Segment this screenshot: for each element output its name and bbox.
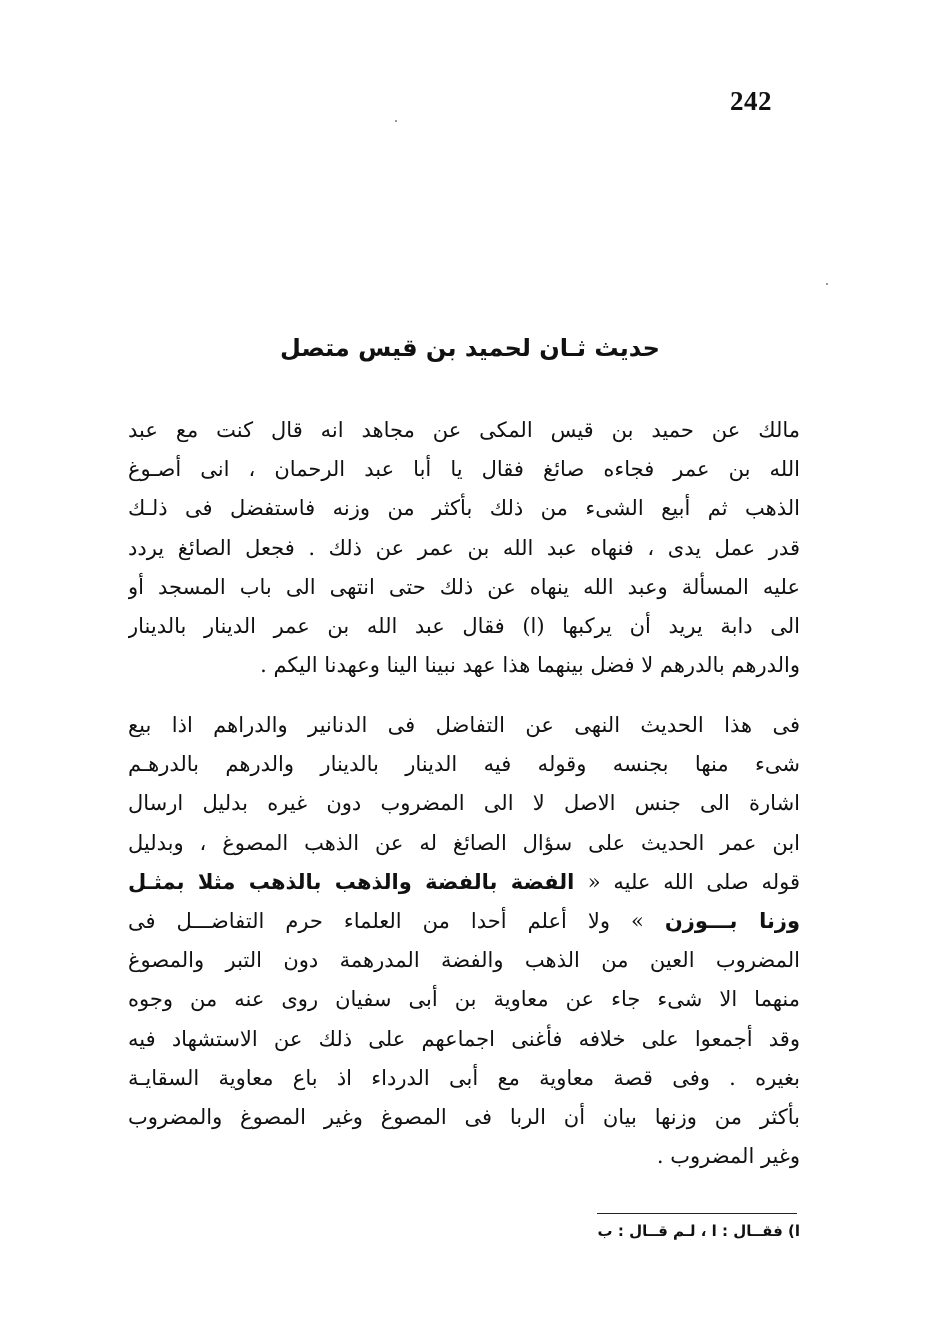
text-line: الله بن عمر فجاءه صائغ فقال يا أبا عبد الرحمان ، انى أصـوغ — [128, 457, 800, 482]
text-line: المضروب العين من الذهب والفضة المدرهمة دون التبر والمصوغ — [128, 948, 800, 973]
footnote-divider — [597, 1213, 797, 1214]
footnote: ا) فقــال : ا ، لـم قــال : ب — [597, 1222, 800, 1240]
text-line: بأكثر من وزنها بيان أن الربا فى المصوغ وغير المصوغ والمضروب — [128, 1104, 800, 1129]
paragraph-1 — [128, 411, 800, 685]
text-line: ابن عمر الحديث على سؤال الصائغ له عن الذهب المصوغ ، وبدليل — [128, 830, 800, 855]
quote-intro: قوله صلى الله عليه « — [587, 869, 800, 894]
scan-speck — [395, 120, 397, 122]
hadith-quote-bold: الفضة بالفضة والذهب بالذهب مثلا بمثـل — [128, 869, 588, 894]
hadith-quote-line-2 — [128, 902, 800, 941]
text-line: بغيره . وفى قصة معاوية مع أبى الدرداء اذ باع معاوية السقايـة — [128, 1065, 800, 1090]
text-line: قدر عمل يدى ، فنهاه عبد الله بن عمر عن ذلك . فجعل الصائغ يردد — [128, 535, 800, 560]
text-line: وقد أجمعوا على خلافه فأغنى اجماعهم على ذلك عن الاستشهاد فيه — [128, 1026, 800, 1051]
text-line: الى دابة يريد أن يركبها (ا) فقال عبد الله بن عمر الدينار بالدينار — [128, 613, 800, 638]
scan-speck — [826, 283, 828, 285]
hadith-quote-line-1 — [128, 863, 800, 902]
hadith-quote-bold: وزنا بـــوزن — [664, 908, 800, 933]
text-line: عليه المسألة وعبد الله ينهاه عن ذلك حتى انتهى الى باب المسجد أو — [128, 574, 800, 599]
page-number: 242 — [730, 86, 772, 116]
quote-continuation: » ولا أعلم أحدا من العلماء حرم التفاضـــل فى — [128, 908, 665, 933]
text-line: الذهب ثم أبيع الشىء من ذلك بأكثر من وزنه فاستفضل فى ذلـك — [128, 496, 800, 521]
text-line: اشارة الى جنس الاصل لا الى المضروب دون غيره بدليل ارسال — [128, 791, 800, 816]
text-line: وغير المضروب . — [656, 1144, 800, 1169]
text-line: فى هذا الحديث النهى عن التفاضل فى الدنانير والدراهم اذا بيع — [128, 713, 800, 737]
text-line: شىء منها بجنسه وقوله فيه الدينار بالدينار والدرهم بالدرهـم — [128, 752, 800, 777]
paragraph-2 — [128, 706, 800, 1176]
text-line: والدرهم بالدرهم لا فضل بينهما هذا عهد نبينا الينا وعهدنا اليكم . — [260, 653, 800, 678]
text-line: مالك عن حميد بن قيس المكى عن مجاهد انه قال كنت مع عبد — [128, 418, 800, 442]
section-heading: حديث ثـان لحميد بن قيس متصل — [280, 334, 660, 362]
text-line: منهما الا شىء جاء عن معاوية بن أبى سفيان روى عنه من وجوه — [128, 987, 800, 1012]
